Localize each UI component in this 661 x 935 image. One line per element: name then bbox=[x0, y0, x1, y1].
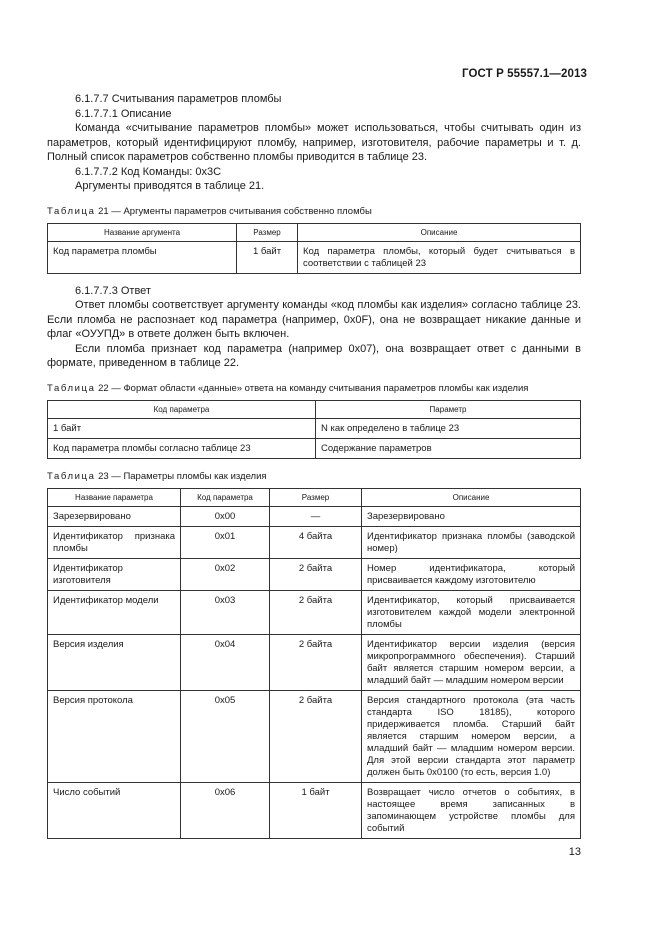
table23-row bbox=[48, 590, 581, 634]
table23-cell: Версия стандартного протокола (эта часть стандарта ISO 18185), которого придерживается пломба. Старший байт является старшим номером версии, а младший байт — младшим номером версии. Для этой версии стандарта этот параметр должен быть 0x0100 (то есть, версия 1.0) bbox=[362, 690, 581, 782]
table23-cell: Идентификатор признака пломбы (заводской номер) bbox=[362, 526, 581, 558]
table23-caption-number: 23 bbox=[98, 470, 109, 482]
table22 bbox=[47, 400, 581, 459]
response-paragraph-1: Ответ пломбы соответствует аргументу команды «код пломбы как изделия» согласно таблице 23. Если пломба не распознает код параметра (например, 0x0F), она не возвращает никакие данные и флаг «ОУУПД» в ответе должен быть включен. bbox=[47, 299, 581, 340]
table22-row bbox=[48, 418, 581, 438]
section-heading: 6.1.7.7 Считывания параметров пломбы bbox=[75, 93, 282, 105]
table23-header-row bbox=[48, 488, 581, 506]
table23-header-cell: Название параметра bbox=[48, 488, 181, 506]
table23-cell: Число событий bbox=[48, 782, 181, 838]
table22-cell: 1 байт bbox=[48, 418, 316, 438]
command-code-heading: 6.1.7.7.2 Код Команды: 0x3C bbox=[75, 165, 222, 178]
table23-cell: Версия протокола bbox=[48, 690, 181, 782]
table23-cell: 0x05 bbox=[181, 690, 270, 782]
table23-cell: Возвращает число отчетов о событиях, в настоящее время записанных в запоминающем устройстве пломбы для событий bbox=[362, 782, 581, 838]
response-heading: 6.1.7.7.3 Ответ bbox=[75, 284, 151, 297]
table21-header-row bbox=[48, 223, 581, 241]
table23-cell: Идентификатор версии изделия (версия микропрограммного обеспечения). Старший байт является старшим номером версии, а младший байт — младшим номером версии bbox=[362, 634, 581, 690]
table23-cell: Зарезервировано bbox=[48, 506, 181, 526]
table23-row bbox=[48, 526, 581, 558]
document-header: ГОСТ Р 55557.1—2013 bbox=[462, 68, 587, 80]
table22-caption-number: 22 bbox=[98, 382, 109, 394]
table23-cell: 0x02 bbox=[181, 558, 270, 590]
table21-cell: 1 байт bbox=[237, 241, 298, 273]
table21-caption-number: 21 bbox=[98, 205, 109, 217]
table23-cell: 0x01 bbox=[181, 526, 270, 558]
table23-caption-text: — Параметры пломбы как изделия bbox=[108, 470, 267, 482]
table23-row bbox=[48, 782, 581, 838]
table22-caption-word: Таблица bbox=[47, 382, 96, 394]
table23-row bbox=[48, 690, 581, 782]
subsection-description-heading: 6.1.7.7.1 Описание bbox=[75, 107, 172, 120]
table23-caption bbox=[47, 471, 581, 483]
table23-cell: Версия изделия bbox=[48, 634, 181, 690]
table22-caption-text: — Формат области «данные» ответа на команду считывания параметров пломбы как изделия bbox=[108, 382, 529, 394]
table23-caption-word: Таблица bbox=[47, 470, 96, 482]
page-content bbox=[47, 92, 581, 839]
table22-row bbox=[48, 438, 581, 458]
table21-row bbox=[48, 241, 581, 273]
table23-cell: Зарезервировано bbox=[362, 506, 581, 526]
table23-cell: 0x06 bbox=[181, 782, 270, 838]
table22-header-cell: Параметр bbox=[316, 400, 581, 418]
table23-cell: 2 байта bbox=[270, 634, 362, 690]
table23-row bbox=[48, 634, 581, 690]
table23-header-cell: Описание bbox=[362, 488, 581, 506]
table23-header-cell: Размер bbox=[270, 488, 362, 506]
table22-cell: Код параметра пломбы согласно таблице 23 bbox=[48, 438, 316, 458]
table23-cell: 1 байт bbox=[270, 782, 362, 838]
table23-cell: 0x00 bbox=[181, 506, 270, 526]
table21-cell: Код параметра пломбы bbox=[48, 241, 237, 273]
table23-cell: — bbox=[270, 506, 362, 526]
table23-cell: Идентификатор модели bbox=[48, 590, 181, 634]
table21-cell: Код параметра пломбы, который будет считываться в соответствии с таблицей 23 bbox=[298, 241, 581, 273]
table23-header-cell: Код параметра bbox=[181, 488, 270, 506]
table22-caption bbox=[47, 383, 581, 395]
page-number: 13 bbox=[568, 846, 581, 858]
table21 bbox=[47, 223, 581, 274]
table22-header-cell: Код параметра bbox=[48, 400, 316, 418]
table22-cell: N как определено в таблице 23 bbox=[316, 418, 581, 438]
table23-cell: 0x04 bbox=[181, 634, 270, 690]
table23-cell: 2 байта bbox=[270, 558, 362, 590]
table23-cell: Идентификатор признака пломбы bbox=[48, 526, 181, 558]
table21-caption-text: — Аргументы параметров считывания собственно пломбы bbox=[108, 205, 372, 217]
table23 bbox=[47, 488, 581, 839]
table23-cell: 2 байта bbox=[270, 590, 362, 634]
table22-header-row bbox=[48, 400, 581, 418]
table23-cell: 2 байта bbox=[270, 690, 362, 782]
table23-cell: Идентификатор изготовителя bbox=[48, 558, 181, 590]
table23-cell: Номер идентификатора, который присваивается каждому изготовителю bbox=[362, 558, 581, 590]
description-paragraph: Команда «считывание параметров пломбы» может использоваться, чтобы считывать один из параметров, который идентифицируют пломбу, например, изготовителя, рабочие параметры и т. д. Полный список параметров собственно пломбы приводится в таблице 23. bbox=[47, 122, 581, 163]
response-paragraph-2: Если пломба признает код параметра (например 0x07), она возвращает ответ с данными в формате, приведенном в таблице 22. bbox=[47, 342, 581, 369]
table22-cell: Содержание параметров bbox=[316, 438, 581, 458]
table21-header-cell: Название аргумента bbox=[48, 223, 237, 241]
table23-row bbox=[48, 558, 581, 590]
table21-header-cell: Размер bbox=[237, 223, 298, 241]
table23-cell: 0x03 bbox=[181, 590, 270, 634]
table23-cell: Идентификатор, который присваивается изготовителем каждой модели электронной пломбы bbox=[362, 590, 581, 634]
table21-header-cell: Описание bbox=[298, 223, 581, 241]
arguments-paragraph: Аргументы приводятся в таблице 21. bbox=[75, 180, 265, 192]
table21-caption bbox=[47, 206, 581, 218]
table21-caption-word: Таблица bbox=[47, 205, 96, 217]
table23-cell: 4 байта bbox=[270, 526, 362, 558]
table23-row bbox=[48, 506, 581, 526]
